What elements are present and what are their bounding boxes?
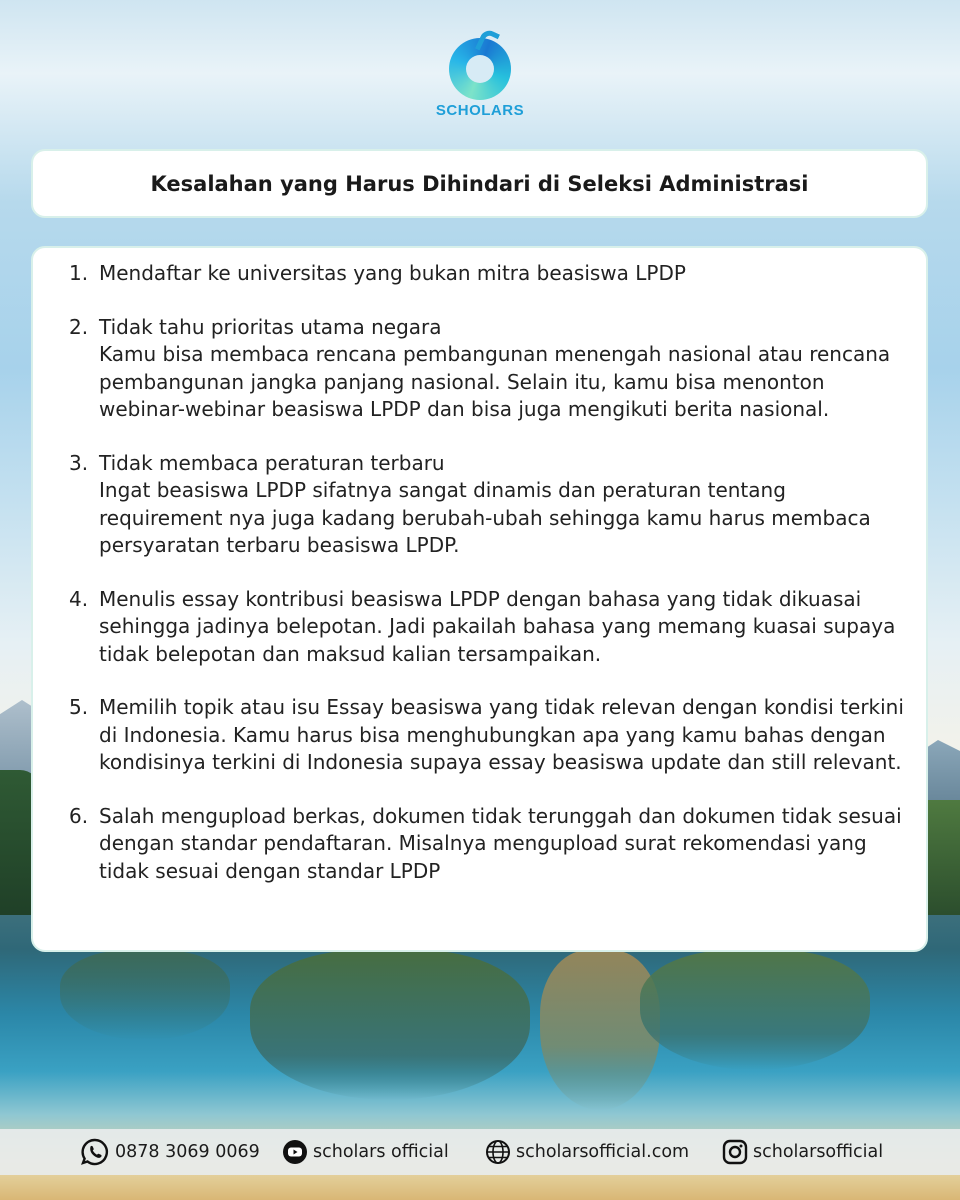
instagram-contact[interactable] — [722, 1129, 883, 1175]
list-item — [69, 450, 909, 560]
youtube-icon — [282, 1139, 308, 1165]
mistakes-list — [69, 260, 909, 911]
item-title: Tidak tahu prioritas utama negara — [99, 314, 442, 339]
item-number: 6. — [69, 803, 89, 828]
lake-reflection — [540, 950, 660, 1110]
item-number: 5. — [69, 695, 89, 719]
phone-contact[interactable] — [80, 1129, 260, 1175]
title-card — [31, 149, 928, 218]
youtube-contact[interactable] — [282, 1129, 449, 1175]
item-number: 1. — [69, 261, 89, 285]
page-title: Kesalahan yang Harus Dihindari di Seleksi Administrasi — [150, 171, 809, 196]
lake-reflection — [640, 950, 870, 1070]
website-contact[interactable] — [485, 1129, 689, 1175]
logo-mark-icon — [449, 38, 511, 100]
list-item — [69, 803, 909, 886]
lake-reflection — [250, 950, 530, 1100]
youtube-handle: scholars official — [313, 1142, 449, 1162]
list-item — [69, 586, 909, 669]
item-body: Ingat beasiswa LPDP sifatnya sangat dinamis dan peraturan tentang requirement nya juga kadang berubah-ubah sehingga kamu harus membaca persyaratan terbaru beasiswa LPDP. — [99, 478, 871, 557]
lake-reflection — [60, 950, 230, 1040]
item-title: Menulis essay kontribusi beasiswa LPDP dengan bahasa yang tidak dikuasai sehingga jadinya belepotan. Jadi pakailah bahasa yang memang kuasai supaya tidak belepotan dan maksud kalian tersampaikan. — [99, 586, 896, 666]
list-item — [69, 260, 909, 288]
list-item — [69, 314, 909, 424]
item-number: 3. — [69, 450, 89, 475]
item-number: 4. — [69, 586, 89, 611]
instagram-handle: scholarsofficial — [753, 1142, 884, 1162]
brand-tagline — [0, 120, 960, 125]
phone-number: 0878 3069 0069 — [115, 1142, 260, 1162]
item-title: Tidak membaca peraturan terbaru — [99, 450, 445, 475]
content-card — [31, 246, 928, 952]
item-body: Kamu bisa membaca rencana pembangunan menengah nasional atau rencana pembangunan jangka panjang nasional. Selain itu, kamu bisa menonton webinar-webinar beasiswa LPDP dan bisa juga mengikuti berita nasional. — [99, 342, 891, 421]
website-url: scholarsofficial.com — [516, 1142, 690, 1162]
globe-icon — [485, 1139, 511, 1165]
item-title: Memilih topik atau isu Essay beasiswa yang tidak relevan dengan kondisi terkini di Indonesia. Kamu harus bisa menghubungkan apa yang kamu bahas dengan kondisinya terkini di Indonesia supaya essay beasiswa update dan still relevant. — [99, 695, 904, 774]
item-title: Salah mengupload berkas, dokumen tidak terunggah dan dokumen tidak sesuai dengan standar pendaftaran. Misalnya mengupload surat rekomendasi yang tidak sesuai dengan standar LPDP — [99, 803, 902, 883]
item-number: 2. — [69, 314, 89, 339]
instagram-icon — [722, 1139, 748, 1165]
brand-name: SCHOLARS — [435, 102, 525, 119]
contact-footer — [0, 1129, 960, 1175]
list-item — [69, 694, 909, 777]
item-title: Mendaftar ke universitas yang bukan mitra beasiswa LPDP — [99, 261, 686, 285]
whatsapp-icon — [80, 1137, 110, 1167]
brand-logo — [0, 30, 960, 125]
